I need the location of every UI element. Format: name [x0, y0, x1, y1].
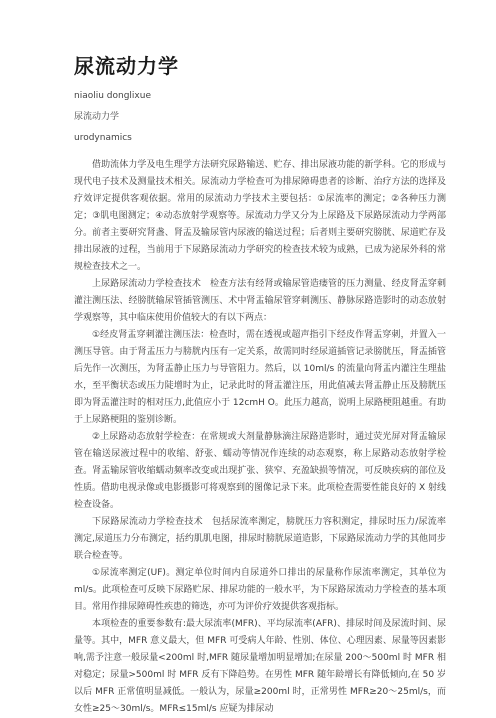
paragraph-uroflowmetry: ①尿流率测定(UF)。测定单位时间内自尿道外口排出的尿量称作尿流率测定，其单位为 ml/s。此项检查可反映下尿路贮尿、排尿功能的一般水平，为下尿路尿流动力学检查的基本项目。常用作排尿障碍性疾患的筛选，亦可为评价疗效提供客观指标。 [74, 568, 446, 612]
paragraph-dynamic-radiology: ②上尿路动态放射学检查：在常规或大剂量静脉滴注尿路造影时，通过荧光屏对肾盂输尿管在输送尿液过程中的收缩、舒张、蠕动等情况作连续的动态观察，称上尿路动态放射学检查。肾盂输尿管收缩蠕动频率改变或出现扩张、狭窄、充盈缺损等情况，可反映疾病的部位及性质。借助电视录像或电影摄影可将观察到的图像记录下来。此项检查需要性能良好的 X 射线检查设备。 [74, 432, 446, 510]
paragraph-upper-tract-overview: 上尿路尿流动力学检查技术 检查方法有经肾或输尿管造瘘管的压力测量、经皮肾盂穿刺灌注测压法、经膀胱输尿管插管测压、术中肾盂输尿管穿刺测压、静脉尿路造影时的动态放射学观察等，其中临床使用价值较大的有以下两点： [74, 279, 446, 323]
paragraph-renal-pelvis-perfusion: ①经皮肾盂穿刺灌注测压法：检查时，需在透视或超声指引下经皮作肾盂穿刺，并置入一测压导管。由于肾盂压力与膀胱内压有一定关系，故需同时经尿道插管记录膀胱压，肾盂插管后先作一次测压，为肾盂静止压力与导管阻力。然后，以 10ml/s 的流量向肾盂内灌注生理盐水，至平衡状态或压力陡增时为止，记录此时的肾盂灌注压，用此值减去肾盂静止压及膀胱压即为肾盂灌注时的相对压力,此值应小于 12cmH O。此压力越高，说明上尿路梗阻越重。有助于上尿路梗阻的鉴别诊断。 [74, 330, 446, 425]
english-name-line: urodynamics [74, 133, 132, 143]
paragraph-intro: 借助流体力学及电生理学方法研究尿路输送、贮存、排出尿液功能的新学科。它的形成与现代电子技术及测量技术相关。尿流动力学检查可为排尿障碍患者的诊断、治疗方法的选择及疗效评定提供客观依据。常用的尿流动力学技术主要包括：①尿流率的测定；②各种压力测定；③肌电图测定；④动态放射学观察等。尿流动力学又分为上尿路及下尿路尿流动力学两部分。前者主要研究肾盏、肾盂及输尿管内尿液的输送过程；后者则主要研究膀胱、尿道贮存及排出尿液的过程，当前用于下尿路尿流动力学研究的检查技术较为成熟，已成为泌尿外科的常规检查技术之一。 [74, 160, 446, 272]
page-title: 尿流动力学 [74, 54, 179, 78]
article-body [74, 157, 446, 718]
paragraph-lower-tract-overview: 下尿路尿流动力学检查技术 包括尿流率测定，膀胱压力容积测定，排尿时压力/尿流率测定,尿道压力分布测定，括约肌肌电图，排尿时膀胱尿道造影，下尿路尿流动力学的其他同步联合检查等。 [74, 517, 446, 561]
pinyin-line: niaoliu donglixue [74, 91, 151, 101]
paragraph-parameters: 本项检查的重要参数有:最大尿流率(MFR)、平均尿流率(AFR)、排尿时间及尿流时间、尿量等。其中，MFR 意义最大，但 MFR 可受病人年龄、性别、体位、心理因素、尿量等因素影响,需予注意一般尿量<200ml 时,MFR 随尿量增加明显增加;在尿量 200～500ml 时 MFR 相对稳定；尿量>500ml 时 MFR 反有下降趋势。在男性 MFR 随年龄增长有降低倾向,在 50 岁以后 MFR 正常值明显减低。一般认为，尿量≥200ml 时，正常男性 MFR≥20～25ml/s，而女性≥25～30ml/s。MFR≤15ml/s 应疑为排尿动 [74, 619, 446, 714]
chinese-name-line: 尿流动力学 [74, 112, 120, 122]
